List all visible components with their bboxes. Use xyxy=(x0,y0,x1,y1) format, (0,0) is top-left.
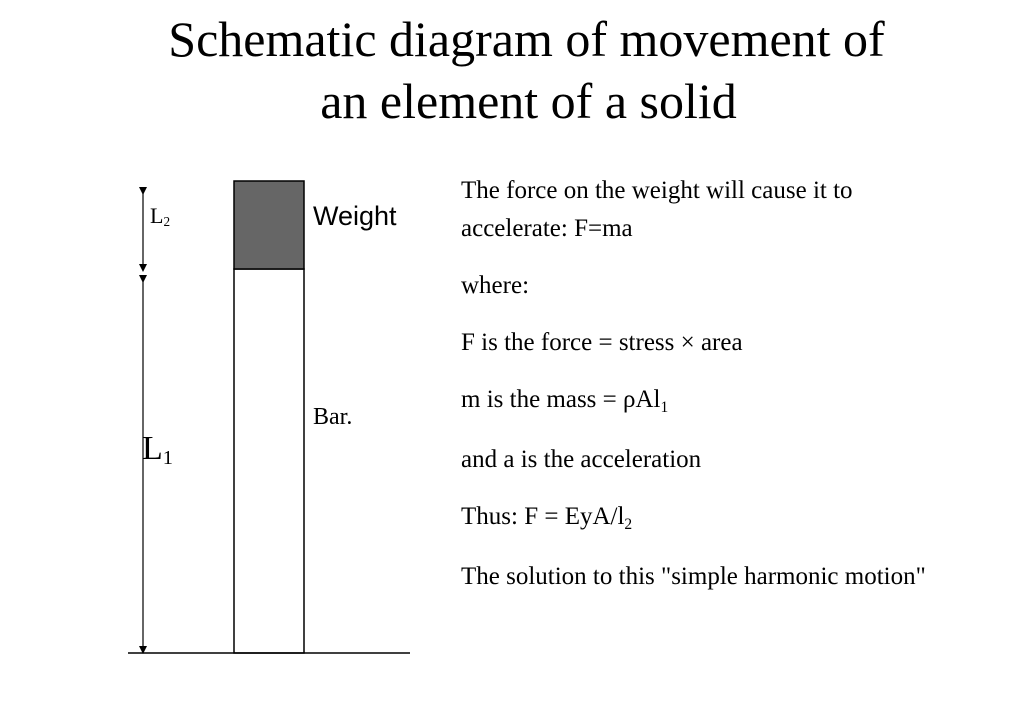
weight-label: Weight xyxy=(313,201,397,231)
paragraph-acceleration: and a is the acceleration xyxy=(461,446,702,473)
paragraph-mass-definition: m is the mass = ρAl$_1$ xyxy=(461,386,669,416)
bar-label: Bar. xyxy=(313,404,353,430)
paragraph-thus: Thus: F = EyA/$l_2$ xyxy=(461,503,633,533)
paragraph-force: The force on the weight will cause it to accelerate: F=ma xyxy=(461,177,853,242)
bar-diagram-drawing xyxy=(0,0,460,708)
bar-rectangle xyxy=(234,269,304,653)
l1-label: $L_1$ xyxy=(142,430,173,470)
title-line-2: an element of a solid xyxy=(320,73,737,129)
paragraph-where: where: xyxy=(461,272,530,299)
l2-label: $L_2$ xyxy=(150,203,171,230)
weight-rectangle xyxy=(234,181,304,269)
paragraph-force-definition: F is the force = stress × area xyxy=(461,329,743,356)
title-line-1: Schematic diagram of movement of xyxy=(168,11,885,67)
explanation-text xyxy=(461,172,962,615)
paragraph-solution: The solution to this "simple harmonic motion" xyxy=(461,563,926,590)
bar-diagram xyxy=(0,0,460,708)
